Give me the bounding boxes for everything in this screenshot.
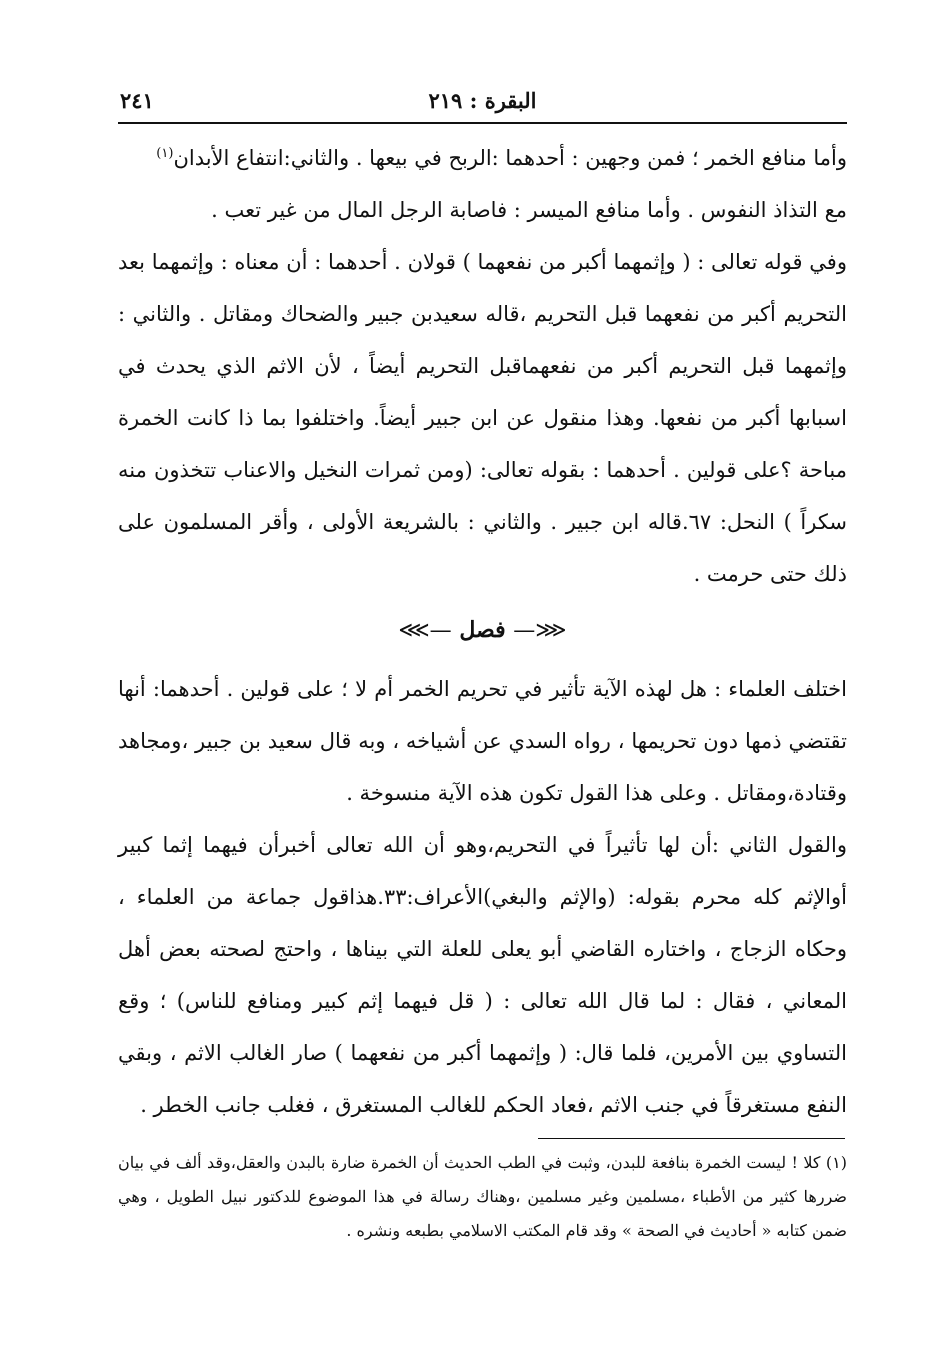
page-header <box>120 88 845 124</box>
header-rule <box>118 122 847 124</box>
footnote-marker: (١) <box>156 146 174 161</box>
ornament-left-icon: —⋙ <box>398 618 452 643</box>
surah-verse-title: البقرة : ٢١٩ <box>428 88 537 113</box>
page-number: ٢٤١ <box>120 88 154 113</box>
paragraph-3: وفي قوله تعالى : ( وإثمهما أكبر من نفعهما ) قولان . أحدهما : أن معناه : وإثمهما بعد التحريم أكبر من نفعهما قبل التحريم ،قاله سعيدبن جبير والضحاك ومقاتل . والثاني : وإثمهما قبل التحريم أكبر من نفعهماقبل التحريم أيضاً ، لأن الاثم الذي يحدث في اسبابها أكبر من نفعها. وهذا منقول عن ابن جبير أيضاً. واختلفوا بما ذا كانت الخمرة مباحة ؟على قولين . أحدهما : بقوله تعالى: (ومن ثمرات النخيل والاعناب تتخذون منه سكراً ) النحل: ٦٧.قاله ابن جبير . والثاني : بالشريعة الأولى ، وأقر المسلمون على ذلك حتى حرمت . <box>118 250 848 586</box>
paragraph-2: مع التذاذ النفوس . وأما منافع الميسر : فاصابة الرجل المال من غير تعب . <box>211 198 847 222</box>
section-title: فصل <box>459 617 506 643</box>
section-heading <box>118 604 847 657</box>
paragraph-1: وأما منافع الخمر ؛ فمن وجهين : أحدهما :الربح في بيعها . والثاني:انتفاع الأبدان$^{(١)}$ <box>156 146 847 170</box>
footnote-1: (١) كلا ! ليست الخمرة بنافعة للبدن، وثبت في الطب الحديث أن الخمرة ضارة بالبدن والعقل،وقد ألف في بيان ضررها كثير من الأطباء ،مسلمين وغير مسلمين ،وهناك رسالة في هذا الموضوع للدكتور نبيل الطويل ، وهي ضمن كتابه « أحاديث في الصحة » وقد قام المكتب الاسلامي بطبعه ونشره . <box>118 1153 848 1240</box>
main-text <box>118 128 847 1131</box>
footnotes <box>118 1146 847 1248</box>
ornament-right-icon: ⋘— <box>513 618 567 643</box>
footnote-rule <box>538 1138 845 1139</box>
paragraph-5: والقول الثاني :أن لها تأثيراً في التحريم،وهو أن الله تعالى أخبرأن فيهما إثما كبير أوالإثم كله محرم بقوله: (والإثم والبغي)الأعراف:٣٣.هذاقول جماعة من العلماء ، وحكاه الزجاج ، واختاره القاضي أبو يعلى للعلة التي بيناها ، واحتج لصحته بعض أهل المعاني ، فقال : لما قال الله تعالى : ( قل فيهما إثم كبير ومنافع للناس) ؛ وقع التساوي بين الأمرين، فلما قال: ( وإثمهما أكبر من نفعهما ) صار الغالب الاثم ، وبقي النفع مستغرقاً في جنب الاثم ،فعاد الحكم للغالب المستغرق ، فغلب جانب الخطر . <box>118 833 847 1117</box>
paragraph-4: اختلف العلماء : هل لهذه الآية تأثير في تحريم الخمر أم لا ؛ على قولين . أحدهما: أنها تقتضي ذمها دون تحريمها ، رواه السدي عن أشياخه ، وبه قال سعيد بن جبير ،ومجاهد وقتادة،ومقاتل . وعلى هذا القول تكون هذه الآية منسوخة . <box>118 677 847 805</box>
